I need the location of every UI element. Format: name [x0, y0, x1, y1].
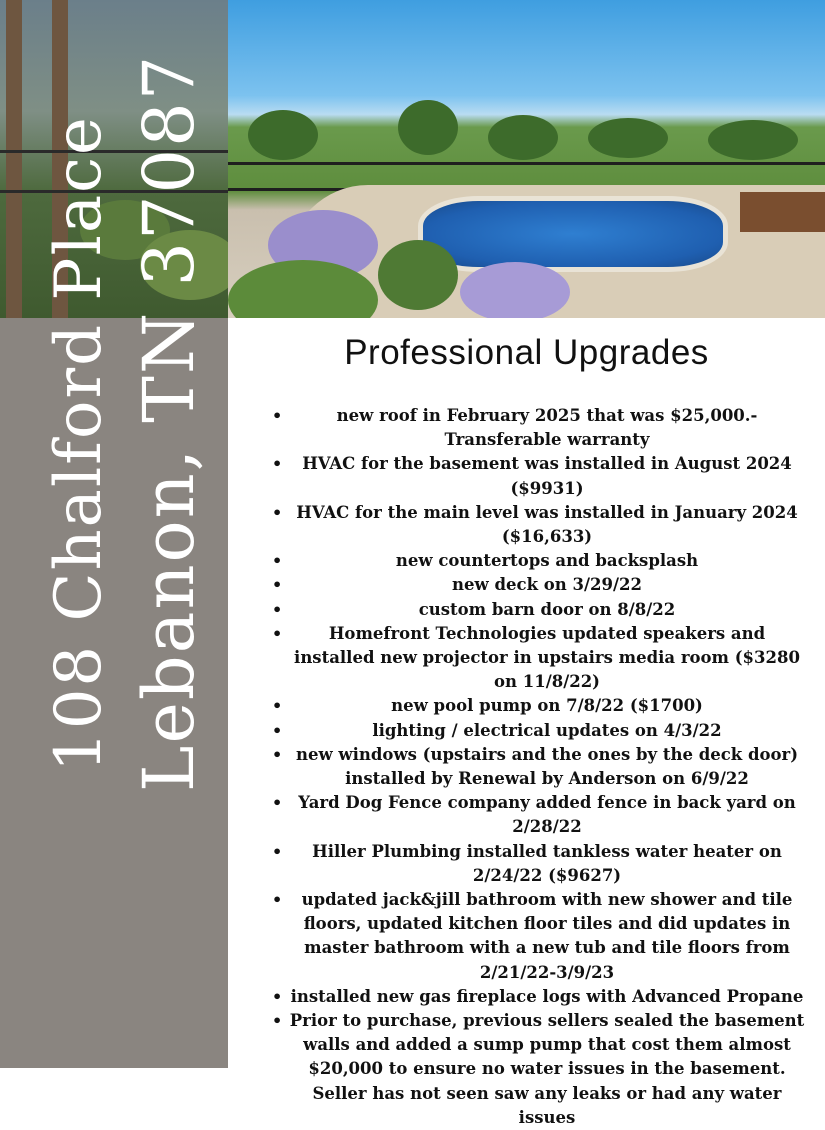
upgrade-item — [266, 840, 806, 888]
bullet-icon: • — [272, 551, 283, 571]
upgrade-text: installed new gas fireplace logs with Advanced Propane — [290, 986, 804, 1006]
upgrade-item — [266, 791, 806, 839]
bullet-icon: • — [272, 720, 283, 740]
upgrade-text: new windows (upstairs and the ones by the deck door) installed by Renewal by Anderson on 6/9/22 — [295, 744, 799, 789]
flower-bush — [460, 262, 570, 318]
upgrade-item — [266, 598, 806, 622]
tree — [488, 115, 558, 160]
upgrade-text: custom barn door on 8/8/22 — [418, 599, 676, 619]
upgrade-item — [266, 743, 806, 791]
fence-rail — [228, 162, 825, 165]
upgrade-item — [266, 694, 806, 718]
upgrade-text: Prior to purchase, previous sellers sealed the basement walls and added a sump pump that cost them almost $20,000 to ensure no water issues in the basement. Seller has not seen saw any leaks or had any water issues — [289, 1011, 805, 1127]
bullet-icon: • — [272, 986, 283, 1006]
upgrade-item — [266, 719, 806, 743]
bullet-icon: • — [272, 793, 283, 813]
bullet-icon: • — [272, 623, 283, 643]
address-line-2: Lebanon, TN 37087 — [128, 53, 210, 792]
upgrade-text: new countertops and backsplash — [395, 551, 699, 571]
hero-photo-pool — [228, 0, 825, 318]
bullet-icon: • — [272, 502, 283, 522]
bullet-icon: • — [272, 744, 283, 764]
bullet-icon: • — [272, 406, 283, 425]
swimming-pool — [418, 196, 728, 272]
tree — [588, 118, 668, 158]
planter-box — [740, 192, 825, 232]
bullet-icon: • — [272, 1011, 283, 1031]
upgrade-item — [266, 1009, 806, 1130]
upgrade-text: lighting / electrical updates on 4/3/22 — [372, 720, 722, 740]
bullet-icon: • — [272, 841, 283, 861]
bullet-icon: • — [272, 599, 283, 619]
upgrade-text: new deck on 3/29/22 — [452, 575, 642, 595]
upgrade-item — [266, 622, 806, 695]
upgrade-item — [266, 452, 806, 500]
upgrade-text: new pool pump on 7/8/22 ($1700) — [391, 696, 703, 716]
bullet-icon: • — [272, 890, 283, 910]
tree — [398, 100, 458, 155]
upgrade-item — [266, 549, 806, 573]
upgrade-text: Yard Dog Fence company added fence in back yard on 2/28/22 — [298, 793, 796, 837]
upgrade-text: HVAC for the basement was installed in August 2024 ($9931) — [302, 454, 792, 498]
upgrade-text: Hiller Plumbing installed tankless water heater on 2/24/22 ($9627) — [312, 841, 782, 885]
upgrades-list — [266, 404, 806, 1130]
upgrade-text: new roof in February 2025 that was $25,000.- Transferable warranty — [336, 406, 758, 450]
section-title: Professional Upgrades — [344, 333, 709, 372]
upgrade-item — [266, 501, 806, 549]
porch-post — [6, 0, 22, 318]
address-line-1: 108 Chalford Place — [42, 115, 116, 772]
upgrade-item — [266, 985, 806, 1009]
upgrade-text: HVAC for the main level was installed in January 2024 ($16,633) — [296, 502, 798, 547]
upgrade-text: Homefront Technologies updated speakers and installed new projector in upstairs media room ($3280 on 11/8/22) — [294, 623, 800, 692]
tree — [248, 110, 318, 160]
upgrade-text: updated jack&jill bathroom with new shower and tile floors, updated kitchen floor tiles and did updates in master bathroom with a new tub and tile floors from 2/21/22-3/9/23 — [301, 890, 793, 982]
upgrade-item — [266, 404, 806, 452]
bullet-icon: • — [272, 454, 283, 474]
upgrade-item — [266, 888, 806, 985]
shrub — [378, 240, 458, 310]
bullet-icon: • — [272, 575, 283, 595]
bullet-icon: • — [272, 696, 283, 716]
tree — [708, 120, 798, 160]
upgrade-item — [266, 573, 806, 597]
